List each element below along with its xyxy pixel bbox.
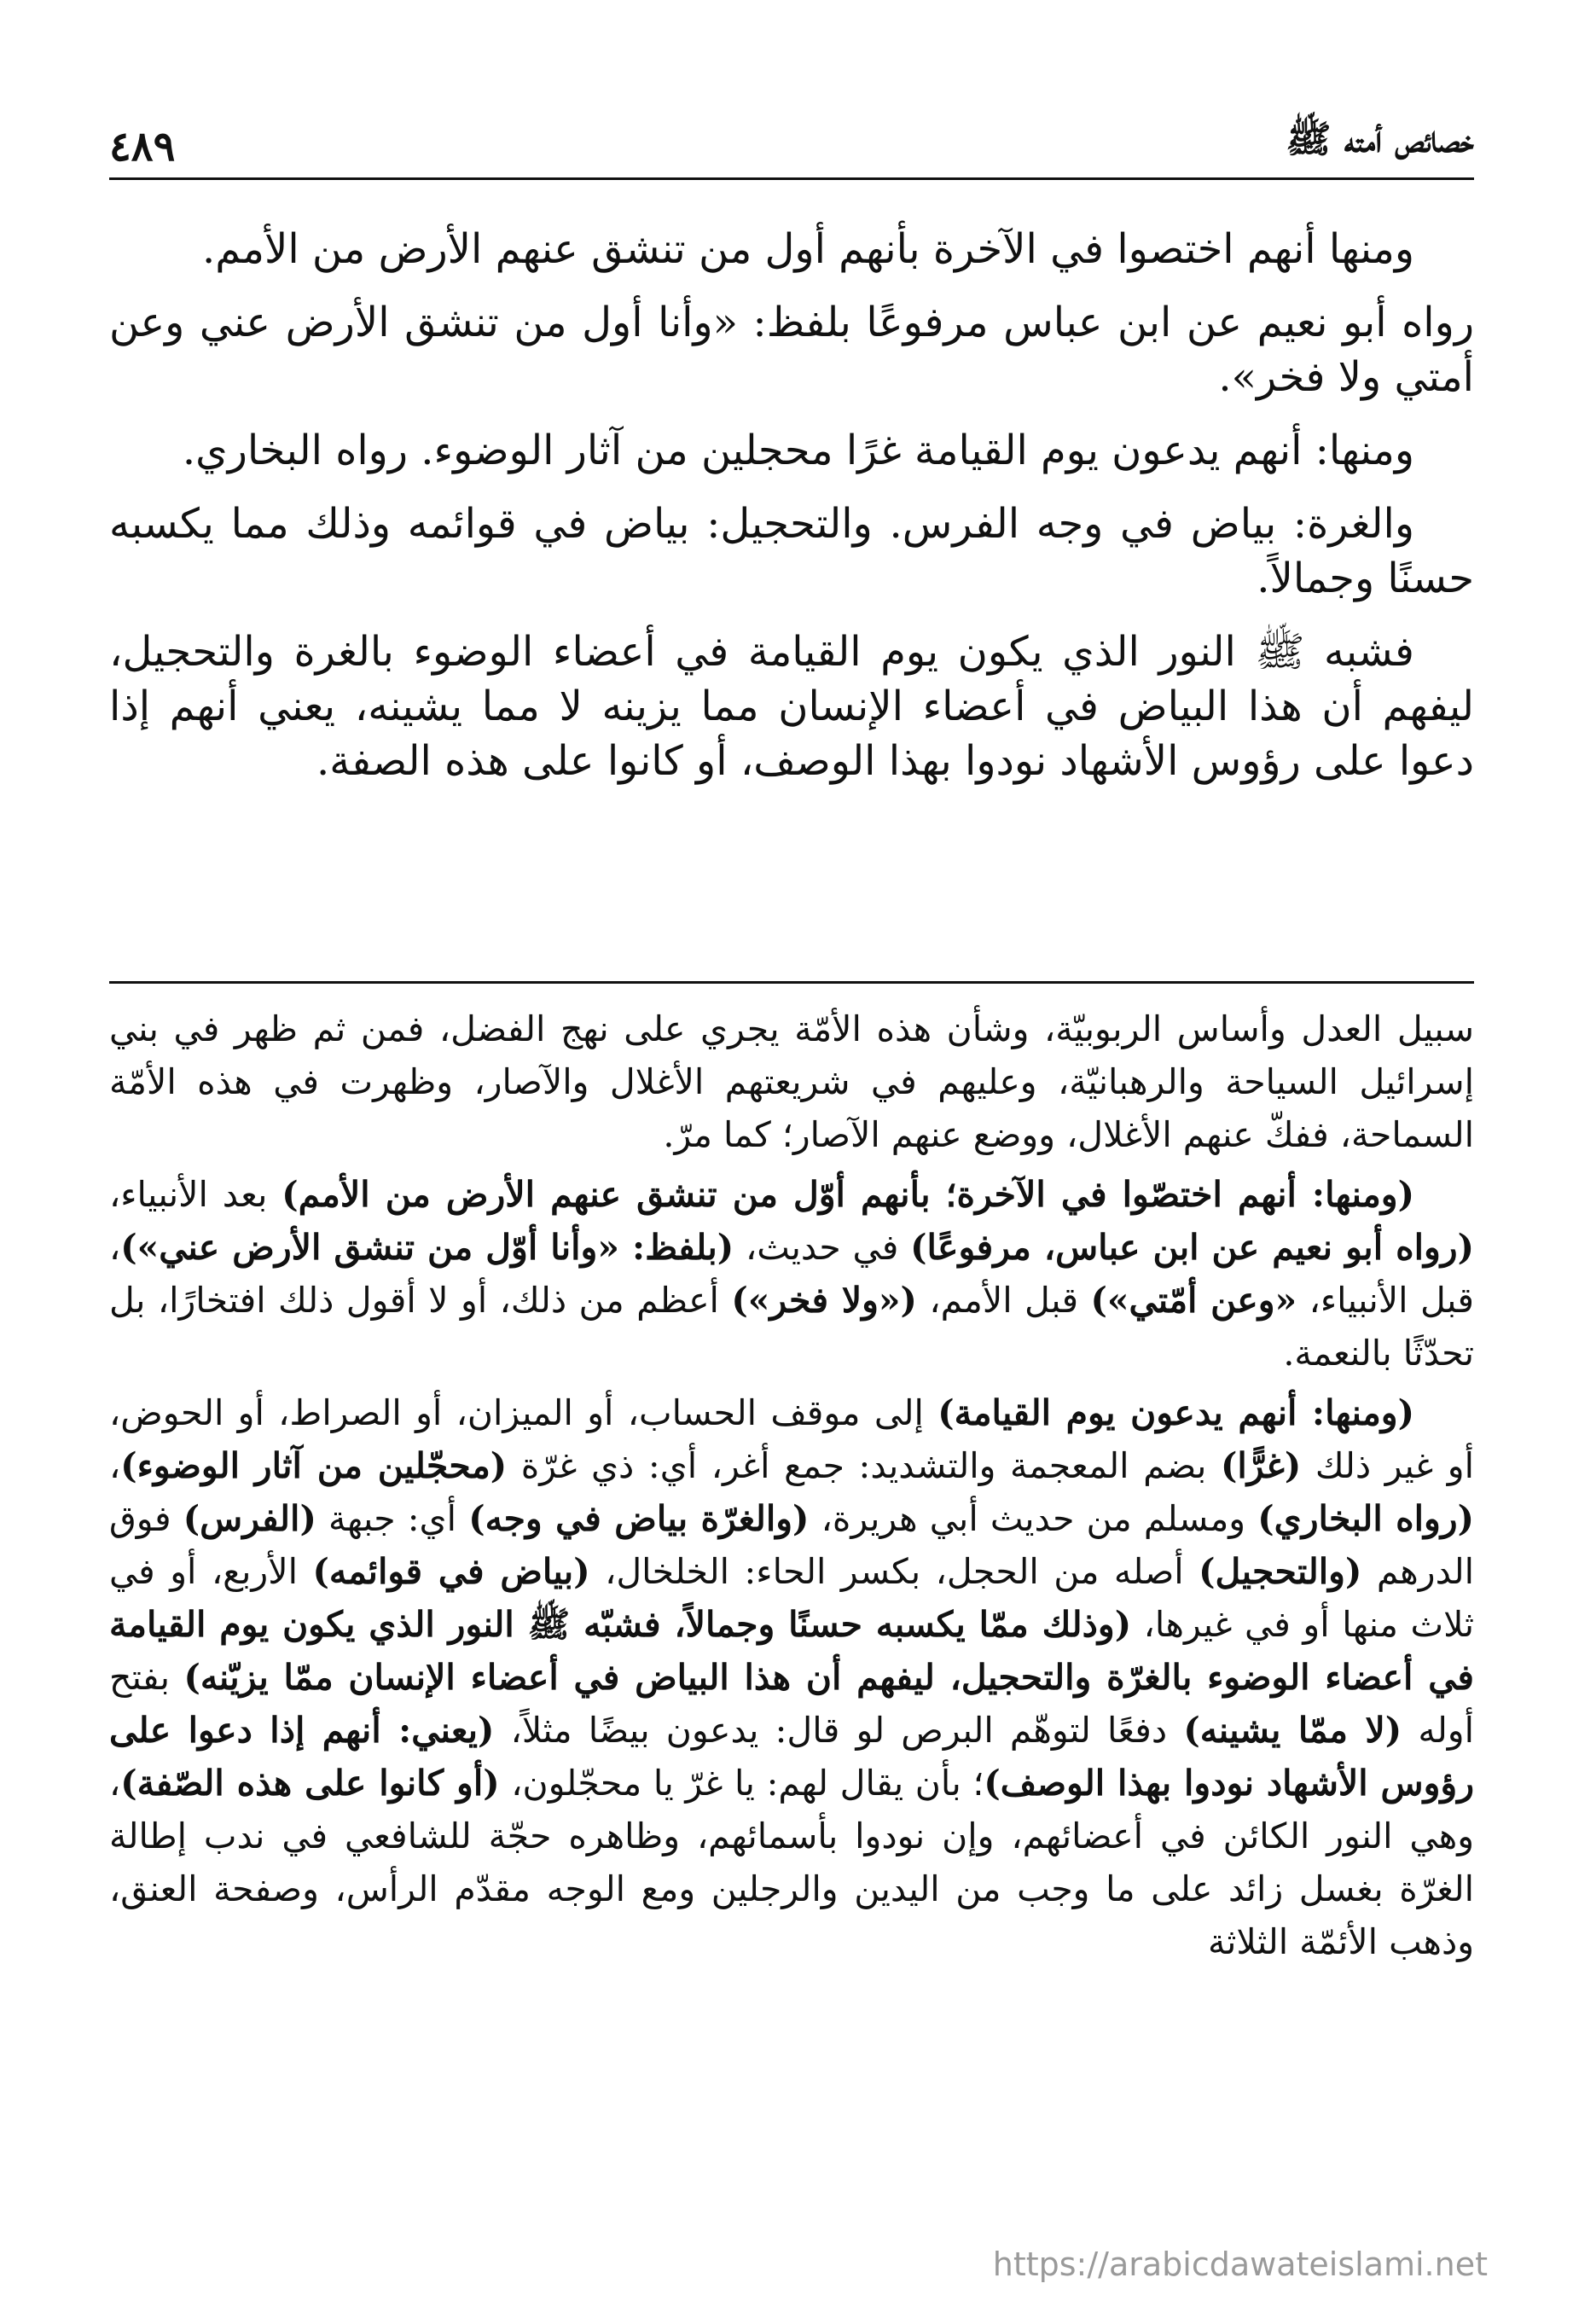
quoted-text: (ومنها: أنهم اختصّوا في الآخرة؛ بأنهم أوّل من تنشق عنهم الأرض من الأمم) — [282, 1174, 1414, 1215]
quoted-text: (بياض في قوائمه) — [312, 1551, 590, 1592]
commentary — [109, 1002, 1474, 1975]
quoted-text: (الفرس) — [183, 1498, 316, 1539]
quoted-text: («ولا فخر») — [731, 1280, 917, 1321]
quoted-text: (والتحجيل) — [1199, 1551, 1362, 1592]
gloss-text: ؛ بأن يقال لهم: يا غرّ يا محجّلون، — [499, 1763, 984, 1804]
gloss-text: إلى موقف الحساب، أو الميزان، أو الصراط، أو الحوض، أو غير ذلك — [109, 1392, 1474, 1486]
watermark-url: https://arabicdawateislami.net — [992, 2246, 1488, 2283]
quoted-text: (رواه أبو نعيم عن ابن عباس، مرفوعًا) — [910, 1227, 1474, 1268]
gloss-text: أي: جبهة — [316, 1498, 469, 1539]
main-paragraph: ومنها أنهم اختصوا في الآخرة بأنهم أول من تنشق عنهم الأرض من الأمم. — [202, 225, 1414, 273]
quoted-text: «وعن أمّتي») — [1090, 1280, 1297, 1321]
quoted-text: (يعني: أنهم إذا دعوا على رؤوس الأشهاد نودوا بهذا الوصف) — [109, 1710, 1474, 1804]
main-paragraph: ومنها: أنهم يدعون يوم القيامة غرًا محجلين من آثار الوضوء. رواه البخاري. — [182, 427, 1414, 474]
quoted-text: (وذلك ممّا يكسبه حسنًا وجمالاً، فشبّه ﷺ النور الذي يكون يوم القيامة في أعضاء الوضوء بالغرّة والتحجيل، ليفهم أن هذا البياض في أعضاء الإنسان ممّا يزيّنه) — [109, 1604, 1474, 1698]
gloss-text: دفعًا لتوهّم البرص لو قال: يدعون بيضًا مثلاً، — [494, 1710, 1184, 1751]
quoted-text: (والغرّة بياض في وجه) — [468, 1498, 810, 1539]
header-divider — [109, 177, 1474, 180]
commentary-paragraph — [109, 1168, 1474, 1380]
gloss-text: الأربع، أو في ثلاث منها أو في غيرها، — [109, 1551, 1474, 1645]
commentary-paragraph — [109, 1386, 1474, 1968]
commentary-paragraph: سبيل العدل وأساس الربوبيّة، وشأن هذه الأمّة يجري على نهج الفضل، فمن ثم ظهر في بني إسرائيل السياحة والرهبانيّة، وعليهم في شريعتهم الأغلال والآصار، وظهرت في هذه الأمّة السماحة، ففكّ عنهم الأغلال، ووضع عنهم الآصار؛ كما مرّ. — [109, 1008, 1474, 1155]
quoted-text: (أو كانوا على هذه الصّفة) — [120, 1763, 500, 1804]
main-paragraph: رواه أبو نعيم عن ابن عباس مرفوعًا بلفظ: «وأنا أول من تنشق الأرض عني وعن أمتي ولا فخر». — [109, 299, 1474, 401]
commentary-divider — [109, 981, 1474, 984]
page-number: ٤٨٩ — [109, 123, 176, 171]
gloss-text: بضم المعجمة والتشديد: جمع أغر، أي: ذي غرّة — [507, 1445, 1221, 1486]
gloss-text: ، — [109, 1445, 121, 1486]
quoted-text: (محجّلين من آثار الوضوء) — [120, 1445, 508, 1486]
gloss-text: أعظم من ذلك، أو لا أقول ذلك افتخارًا، بل تحدّثًا بالنعمة. — [109, 1280, 1474, 1374]
quoted-text: (بلفظ: «وأنا أوّل من تنشق الأرض عني») — [120, 1227, 734, 1268]
quoted-text: (لا ممّا يشينه) — [1183, 1710, 1402, 1751]
main-paragraph: والغرة: بياض في وجه الفرس. والتحجيل: بياض في قوائمه وذلك مما يكسبه حسنًا وجمالاً. — [109, 500, 1474, 602]
gloss-text: قبل الأمم، — [916, 1280, 1091, 1321]
gloss-text: ، وهي النور الكائن في أعضائهم، وإن نودوا بأسمائهم، وظاهره حجّة للشافعي في ندب إطالة الغرّة بغسل زائد على ما وجب من اليدين والرجلين ومع الوجه مقدّم الرأس، وصفحة العنق، وذهب الأئمّة الثلاثة — [109, 1763, 1474, 1962]
gloss-text: أصله من الحجل، بكسر الحاء: الخلخال، — [589, 1551, 1199, 1592]
main-text — [109, 222, 1474, 807]
quoted-text: (ومنها: أنهم يدعون يوم القيامة) — [937, 1392, 1414, 1433]
quoted-text: (غرًّا) — [1221, 1445, 1302, 1486]
quoted-text: (رواه البخاري) — [1257, 1498, 1474, 1539]
gloss-text: بعد الأنبياء، — [109, 1174, 282, 1215]
page-header — [109, 102, 1474, 171]
gloss-text: ، قبل الأنبياء، — [109, 1227, 1474, 1321]
running-head: خصائص أمته ﷺ — [1286, 118, 1474, 161]
gloss-text: في حديث، — [734, 1227, 911, 1268]
gloss-text: فوق الدرهم — [109, 1498, 1474, 1592]
gloss-text: بفتح أوله — [109, 1657, 1474, 1751]
gloss-text: ومسلم من حديث أبي هريرة، — [809, 1498, 1258, 1539]
main-paragraph: فشبه ﷺ النور الذي يكون يوم القيامة في أعضاء الوضوء بالغرة والتحجيل، ليفهم أن هذا البياض في أعضاء الإنسان مما يزينه لا مما يشينه، يعني أنهم إذا دعوا على رؤوس الأشهاد نودوا بهذا الوصف، أو كانوا على هذه الصفة. — [109, 628, 1475, 785]
